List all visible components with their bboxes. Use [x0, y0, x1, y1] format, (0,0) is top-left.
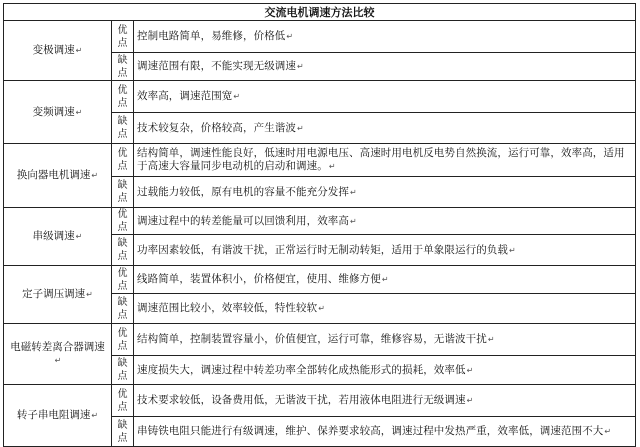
paragraph-mark: ↵ [233, 92, 241, 101]
method-row [4, 144, 636, 177]
paragraph-mark: ↵ [604, 427, 612, 436]
pros-label: 优 点 [112, 266, 134, 294]
method-name: 变频调速↵ [4, 81, 112, 144]
cons-text: 调速范围有限，不能实现无级调速↵ [134, 53, 636, 81]
paragraph-mark: ↵ [297, 123, 304, 133]
paragraph-mark: ↵ [509, 245, 516, 255]
paragraph-mark: ↵ [381, 275, 389, 284]
paragraph-mark: ↵ [91, 411, 99, 420]
cons-label: 缺 点 [112, 417, 134, 447]
paragraph-mark: ↵ [75, 232, 83, 241]
cons-text: 功率因素较低，有谐波干扰，正常运行时无制动转矩，适用于单象限运行的负载↵ [134, 235, 636, 266]
method-row [4, 208, 636, 235]
paragraph-mark: ↵ [350, 187, 357, 197]
paragraph-mark: ↵ [487, 335, 495, 344]
pros-label: 优 点 [112, 324, 134, 356]
pros-text: 线路简单，装置体积小，价格便宜，使用、维修方便↵ [134, 266, 636, 294]
method-row [4, 324, 636, 356]
method-row [4, 385, 636, 417]
paragraph-mark: ↵ [328, 162, 336, 171]
cons-text: 调速范围比较小，效率较低，特性较软↵ [134, 294, 636, 324]
cons-label: 缺 点 [112, 113, 134, 144]
paragraph-mark: ↵ [350, 216, 357, 226]
method-name: 变极调速↵ [4, 21, 112, 81]
paragraph-mark: ↵ [318, 304, 326, 313]
paragraph-mark: ↵ [75, 46, 83, 55]
pros-text: 结构简单，控制装置容量小，价值便宜，运行可靠，维修容易，无谐波干扰↵ [134, 324, 636, 356]
pros-label: 优 点 [112, 208, 134, 235]
pros-text: 效率高，调速范围宽↵ [134, 81, 636, 113]
paragraph-mark: ↵ [466, 396, 474, 405]
pros-text: 技术要求较低，设备费用低，无谐波干扰，若用液体电阻进行无级调速↵ [134, 385, 636, 417]
paragraph-mark: ↵ [286, 32, 294, 41]
method-name: 电磁转差离合器调速↵ [4, 324, 112, 385]
method-row [4, 21, 636, 53]
cons-text: 串铸铁电阻只能进行有级调速，维护、保养要求较高，调速过程中发热严重，效率低，调速范围不大↵ [134, 417, 636, 447]
pros-text: 调速过程中的转差能量可以回馈利用，效率高↵ [134, 208, 636, 235]
paragraph-mark: ↵ [86, 290, 93, 299]
pros-label: 优 点 [112, 144, 134, 177]
paragraph-mark: ↵ [297, 62, 304, 71]
method-row [4, 81, 636, 113]
title-row [4, 4, 636, 21]
pros-text: 结构简单，调速性能良好，低速时用电源电压、高速时用电机反电势自然换流，运行可靠，效率高，适用于高速大容量同步电动机的启动和调速。↵ [134, 144, 636, 177]
comparison-table [3, 3, 636, 447]
pros-label: 优 点 [112, 385, 134, 417]
cons-text: 过载能力较低，原有电机的容量不能充分发挥↵ [134, 177, 636, 208]
paragraph-mark: ↵ [54, 356, 62, 365]
paragraph-mark: ↵ [466, 365, 474, 375]
cons-text: 速度损失大，调速过程中转差功率全部转化成热能形式的损耗，效率低↵ [134, 356, 636, 385]
cons-text: 技术较复杂，价格较高，产生谐波↵ [134, 113, 636, 144]
pros-label: 优 点 [112, 81, 134, 113]
method-name: 转子串电阻调速↵ [4, 385, 112, 447]
paragraph-mark: ↵ [75, 107, 83, 117]
cons-label: 缺 点 [112, 356, 134, 385]
pros-text: 控制电路简单，易维修，价格低↵ [134, 21, 636, 53]
cons-label: 缺 点 [112, 294, 134, 324]
cons-label: 缺 点 [112, 177, 134, 208]
paragraph-mark: ↵ [91, 171, 99, 180]
method-row [4, 266, 636, 294]
method-name: 定子调压调速↵ [4, 266, 112, 324]
method-name: 换向器电机调速↵ [4, 144, 112, 208]
pros-label: 优 点 [112, 21, 134, 53]
cons-label: 缺 点 [112, 235, 134, 266]
table-title: 交流电机调速方法比较 [4, 4, 636, 21]
cons-label: 缺 点 [112, 53, 134, 81]
method-name: 串级调速↵ [4, 208, 112, 266]
